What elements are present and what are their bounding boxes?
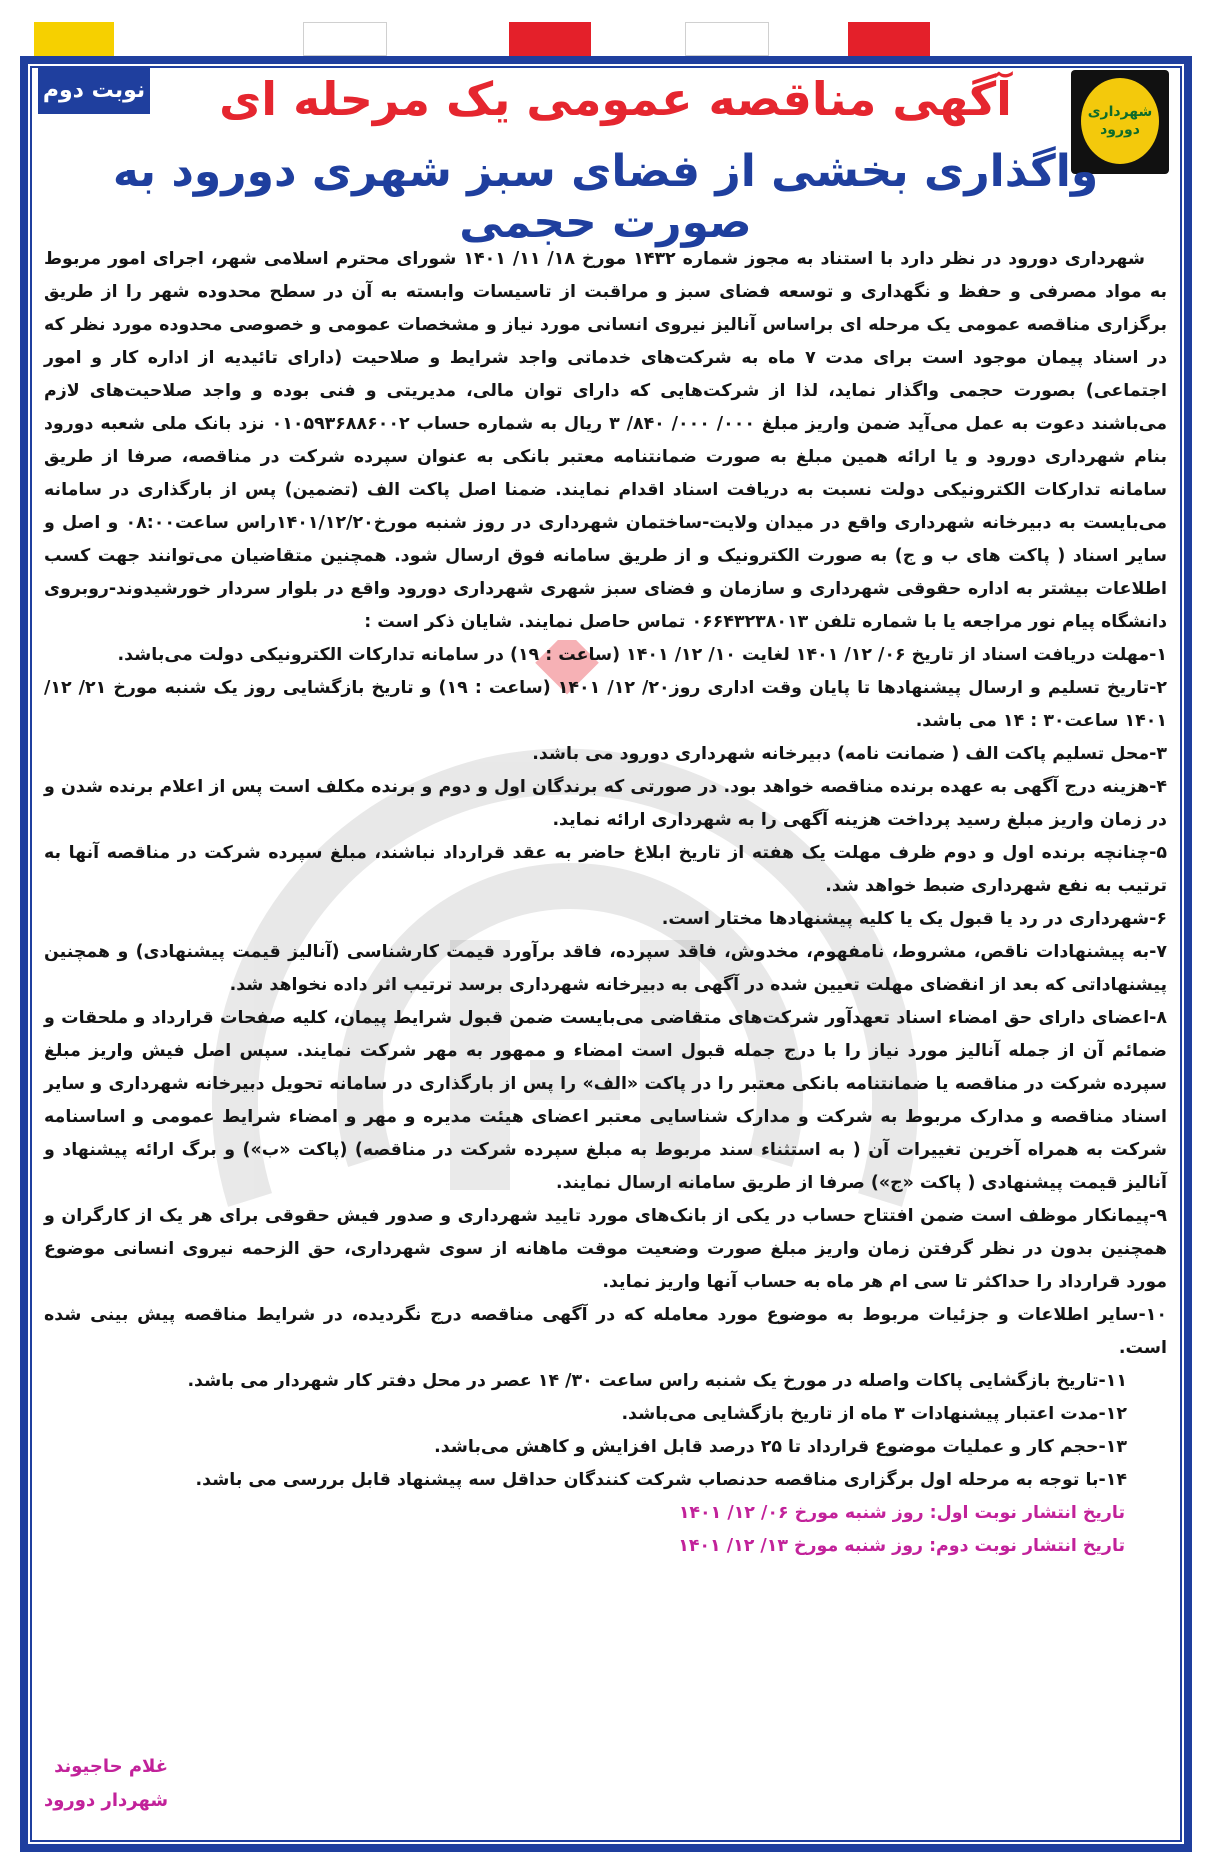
top-tab-white <box>685 22 769 56</box>
signer-role: شهردار دورود <box>44 1790 169 1811</box>
list-item: ۳-محل تسلیم پاکت الف ( ضمانت نامه) دبیرخانه شهرداری دورود می باشد. <box>532 744 1167 764</box>
list-item: ۱۲-مدت اعتبار پیشنهادات ۳ ماه از تاریخ بازگشایی می‌باشد. <box>621 1404 1127 1424</box>
list-item: ۶-شهرداری در رد یا قبول یک یا کلیه پیشنهادها مختار است. <box>661 909 1167 929</box>
list-item: ۱-مهلت دریافت اسناد از تاریخ ۰۶/ ۱۲/ ۱۴۰۱ لغایت ۱۰/ ۱۲/ ۱۴۰۱ (ساعت : ۱۹) در سامانه تدارکات الکترونیکی دولت می‌باشد. <box>117 645 1167 665</box>
list-item: ۷-به پیشنهادات ناقص، مشروط، نامفهوم، مخدوش، فاقد سپرده، فاقد برآورد قیمت کارشناسی (آنالیز قیمت پیشنهادی) و همچنین پیشنهاداتی که بعد از انقضای مهلت تعیین شده در آگهی به دبیرخانه شهرداری برسد ترتیب اثر داده نخواهد شد. <box>44 942 1167 995</box>
page-subtitle: واگذاری بخشی از فضای سبز شهری دورود به صورت حجمی <box>112 146 1099 248</box>
publish-date-second: تاریخ انتشار نوبت دوم: روز شنبه مورخ ۱۳/ ۱۲/ ۱۴۰۱ <box>678 1536 1125 1556</box>
top-tab-yellow <box>34 22 114 56</box>
list-item: ۱۳-حجم کار و عملیات موضوع قرارداد تا ۲۵ درصد قابل افزایش و کاهش می‌باشد. <box>434 1437 1127 1457</box>
announcement-body <box>44 243 1167 1563</box>
top-tab-white <box>303 22 387 56</box>
list-item: ۸-اعضای دارای حق امضاء اسناد تعهدآور شرکت‌های متقاضی می‌بایست ضمن قبول شرایط پیمان، کلیه صفحات قرارداد و ملحقات و ضمائم آن از جمله آنالیز مورد نیاز را با درج جمله قبول است امضاء و ممهور به مهر شرکت نمایند. سپس اصل فیش واریز مبلغ سپرده شرکت در مناقصه یا ضمانتنامه بانکی معتبر را در پاکت «الف» را پس از بارگذاری در سامانه تحویل دبیرخانه شهرداری و سایر اسناد مناقصه و مدارک مربوط به شرکت و مدارک شناسایی معتبر اعضای هیئت مدیره و مهر و امضاء شرایط عمومی و اساسنامه شرکت به همراه آخرین تغییرات آن ( به استثناء سند مربوط به مبلغ سپرده شرکت در مناقصه) (پاکت «ب») و برگ ارائه پیشنهاد و آنالیز قیمت پیشنهادی ( پاکت «ج») صرفا از طریق سامانه ارسال نمایند. <box>44 1008 1167 1193</box>
signature-block <box>44 1750 168 1818</box>
signer-name: غلام حاجیوند <box>54 1756 169 1777</box>
logo-text-line2: دورود <box>1100 122 1140 138</box>
page-title: آگهی مناقصه عمومی یک مرحله ای <box>219 72 1012 126</box>
list-item: ۱۱-تاریخ بازگشایی پاکات واصله در مورخ یک شنبه راس ساعت ۳۰/ ۱۴ عصر در محل دفتر کار شهردار می باشد. <box>187 1371 1127 1391</box>
round-badge: نوبت دوم <box>38 66 150 114</box>
list-item: ۴-هزینه درج آگهی به عهده برنده مناقصه خواهد بود. در صورتی که برندگان اول و دوم و برنده مکلف است پس از اعلام برنده شدن و در زمان واریز مبلغ رسید پرداخت هزینه آگهی را به شهرداری ارائه نماید. <box>44 777 1167 830</box>
list-item: ۱۰-سایر اطلاعات و جزئیات مربوط به موضوع مورد معامله که در آگهی مناقصه درج نگردیده، در شرایط مناقصه پیش بینی شده است. <box>44 1305 1167 1358</box>
list-item: ۹-پیمانکار موظف است ضمن افتتاح حساب در یکی از بانک‌های مورد تایید شهرداری و صدور فیش حقوقی برای هر یک از کارگران و همچنین بدون در نظر گرفتن زمان واریز مبلغ صورت وضعیت موقت ماهانه از سوی شهرداری، حق الزحمه نیروی انسانی موضوع مورد قرارداد را حداکثر تا سی ام هر ماه به حساب آنها واریز نماید. <box>44 1206 1167 1292</box>
top-tab-red <box>848 22 930 56</box>
list-item: ۲-تاریخ تسلیم و ارسال پیشنهادها تا پایان وقت اداری روز۲۰/ ۱۲/ ۱۴۰۱ (ساعت : ۱۹) و تاریخ بازگشایی روز یک شنبه مورخ ۲۱/ ۱۲/ ۱۴۰۱ ساعت۳۰ : ۱۴ می باشد. <box>44 678 1168 731</box>
intro-paragraph: شهرداری دورود در نظر دارد با استناد به مجوز شماره ۱۴۳۲ مورخ ۱۸/ ۱۱/ ۱۴۰۱ شورای محترم اسلامی شهر، اجرای امور مربوط به مواد مصرفی و حفظ و نگهداری و توسعه فضای سبز و مراقبت از تاسیسات وابسته به آن در سطح محدوده شهر را از طریق برگزاری مناقصه عمومی یک مرحله ای براساس آنالیز نیروی انسانی مورد نیاز و مشخصات عمومی و خصوصی محدوده مورد نظر که در اسناد پیمان موجود است برای مدت ۷ ماه به شرکت‌های خدماتی واجد شرایط و صلاحیت (دارای تائیدیه از اداره کار و امور اجتماعی) بصورت حجمی واگذار نماید، لذا از شرکت‌هایی که دارای توان مالی، مدیریتی و فنی بوده و واجد صلاحیت‌های لازم می‌باشند دعوت به عمل می‌آید ضمن واریز مبلغ ۰۰۰/ ۰۰۰/ ۸۴۰/ ۳ ریال به شماره حساب ۰۱۰۵۹۳۶۸۸۶۰۰۲ نزد بانک ملی شعبه دورود بنام شهرداری دورود و یا ارائه همین مبلغ به صورت ضمانتنامه معتبر بانکی به عنوان سپرده شرکت در مناقصه، صرفا از طریق سامانه تدارکات الکترونیکی دولت نسبت به دریافت اسناد اقدام نمایند. ضمنا اصل پاکت الف (تضمین) پس از بارگذاری در سامانه می‌بایست به دبیرخانه شهرداری واقع در میدان ولایت-ساختمان شهرداری در روز شنبه مورخ۱۴۰۱/۱۲/۲۰راس ساعت۰۸:۰۰ و اصل و سایر اسناد ( پاکت های ب و ج) به صورت الکترونیک و از طریق سامانه فوق ارسال شود. همچنین متقاضیان می‌توانند جهت کسب اطلاعات بیشتر به اداره حقوقی شهرداری و سازمان و فضای سبز شهری شهرداری دورود واقع در بلوار سردار خورشیدوند-روبروی دانشگاه پیام نور مراجعه یا با شماره تلفن ۰۶۶۴۳۲۳۸۰۱۳ تماس حاصل نمایند. شایان ذکر است : <box>44 249 1168 632</box>
list-item: ۵-چنانچه برنده اول و دوم ظرف مهلت یک هفته از تاریخ ابلاغ حاضر به عقد قرارداد نباشند، مبلغ سپرده شرکت در مناقصه آنها به ترتیب به نفع شهرداری ضبط خواهد شد. <box>44 843 1167 896</box>
logo-text-line1: شهرداری <box>1087 104 1153 120</box>
top-tab-red <box>509 22 591 56</box>
list-item: ۱۴-با توجه به مرحله اول برگزاری مناقصه حدنصاب شرکت کنندگان حداقل سه پیشنهاد قابل بررسی می باشد. <box>195 1470 1127 1490</box>
publish-date-first: تاریخ انتشار نوبت اول: روز شنبه مورخ ۰۶/ ۱۲/ ۱۴۰۱ <box>678 1503 1125 1523</box>
